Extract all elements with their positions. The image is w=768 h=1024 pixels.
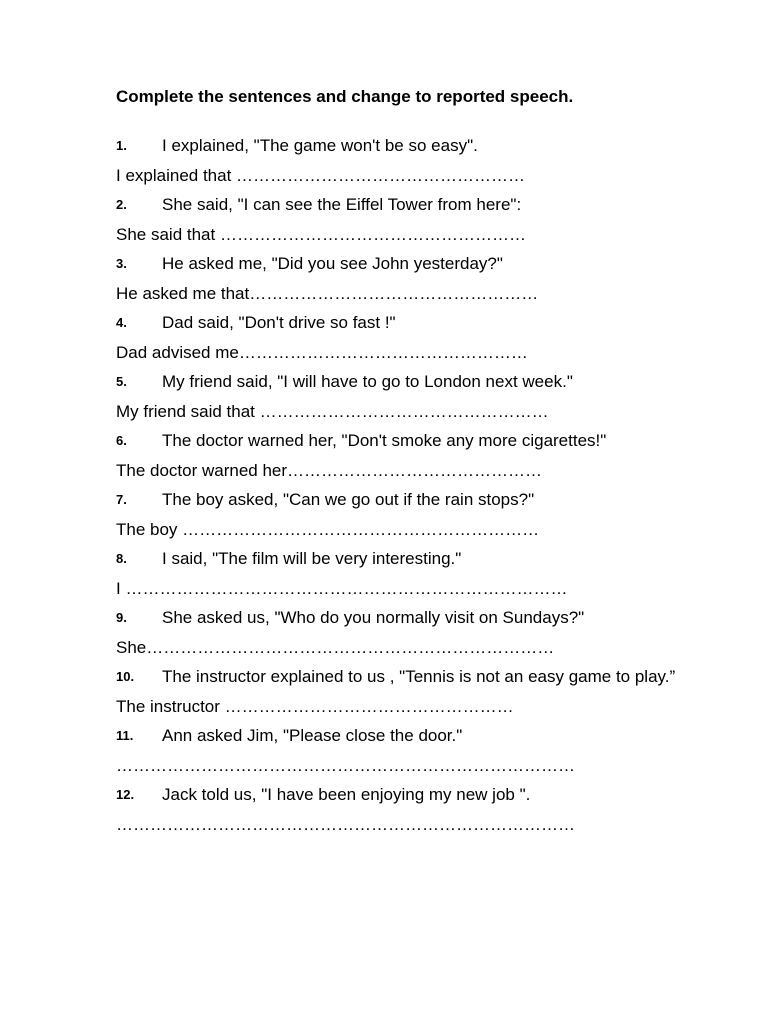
question-number: 4. <box>116 315 127 330</box>
answer-line: ……………………………………………………………………… <box>116 814 575 834</box>
worksheet-title: Complete the sentences and change to reported speech. <box>116 87 574 106</box>
exercise-item-10 <box>116 662 676 721</box>
question-text: The boy asked, "Can we go out if the rain stops?" <box>162 490 535 509</box>
question-number: 6. <box>116 433 127 448</box>
question-line <box>116 544 676 574</box>
question-line <box>116 485 676 515</box>
answer-line: I …………………………………………………………………… <box>116 578 568 598</box>
question-text: The doctor warned her, "Don't smoke any more cigarettes!" <box>162 431 607 450</box>
question-line <box>116 308 676 338</box>
question-number: 11. <box>116 728 134 743</box>
question-text: I explained, "The game won't be so easy". <box>162 136 478 155</box>
exercise-item-11 <box>116 721 676 780</box>
question-line <box>116 780 676 810</box>
exercise-item-8 <box>116 544 676 603</box>
question-line <box>116 721 676 751</box>
exercise-item-12 <box>116 780 676 839</box>
question-text: She asked us, "Who do you normally visit on Sundays?" <box>162 608 585 627</box>
question-line <box>116 190 676 220</box>
question-text: Dad said, "Don't drive so fast !" <box>162 313 396 332</box>
answer-line: Dad advised me…………………………………………… <box>116 342 528 362</box>
question-text: Ann asked Jim, "Please close the door." <box>162 726 463 745</box>
exercise-list <box>116 131 676 839</box>
exercise-item-7 <box>116 485 676 544</box>
question-number: 9. <box>116 610 127 625</box>
question-line <box>116 662 676 692</box>
answer-line: He asked me that…………………………………………… <box>116 283 539 303</box>
exercise-item-3 <box>116 249 676 308</box>
answer-line: The instructor …………………………………………… <box>116 696 514 716</box>
answer-line: I explained that …………………………………………… <box>116 165 526 185</box>
exercise-item-1 <box>116 131 676 190</box>
exercise-item-6 <box>116 426 676 485</box>
exercise-item-2 <box>116 190 676 249</box>
exercise-item-9 <box>116 603 676 662</box>
answer-line: My friend said that …………………………………………… <box>116 401 549 421</box>
question-number: 8. <box>116 551 127 566</box>
exercise-item-5 <box>116 367 676 426</box>
answer-line: The boy ……………………………………………………… <box>116 519 540 539</box>
question-text: Jack told us, "I have been enjoying my new job ". <box>162 785 531 804</box>
question-line <box>116 426 676 456</box>
question-line <box>116 603 676 633</box>
question-text: I said, "The film will be very interesting." <box>162 549 462 568</box>
answer-line: ……………………………………………………………………… <box>116 755 575 775</box>
question-number: 7. <box>116 492 127 507</box>
question-number: 2. <box>116 197 127 212</box>
question-number: 5. <box>116 374 127 389</box>
question-line <box>116 131 676 161</box>
answer-line: She said that ……………………………………………… <box>116 224 526 244</box>
question-text: She said, "I can see the Eiffel Tower from here": <box>162 195 522 214</box>
question-text: He asked me, "Did you see John yesterday?" <box>162 254 503 273</box>
answer-line: She……………………………………………………………… <box>116 637 555 657</box>
exercise-item-4 <box>116 308 676 367</box>
answer-line: The doctor warned her……………………………………… <box>116 460 543 480</box>
question-line <box>116 367 676 397</box>
question-text: The instructor explained to us , "Tennis is not an easy game to play.” <box>162 667 676 686</box>
question-number: 10. <box>116 669 135 684</box>
question-text: My friend said, "I will have to go to London next week." <box>162 372 573 391</box>
question-line <box>116 249 676 279</box>
question-number: 1. <box>116 138 127 153</box>
question-number: 12. <box>116 787 135 802</box>
question-number: 3. <box>116 256 127 271</box>
